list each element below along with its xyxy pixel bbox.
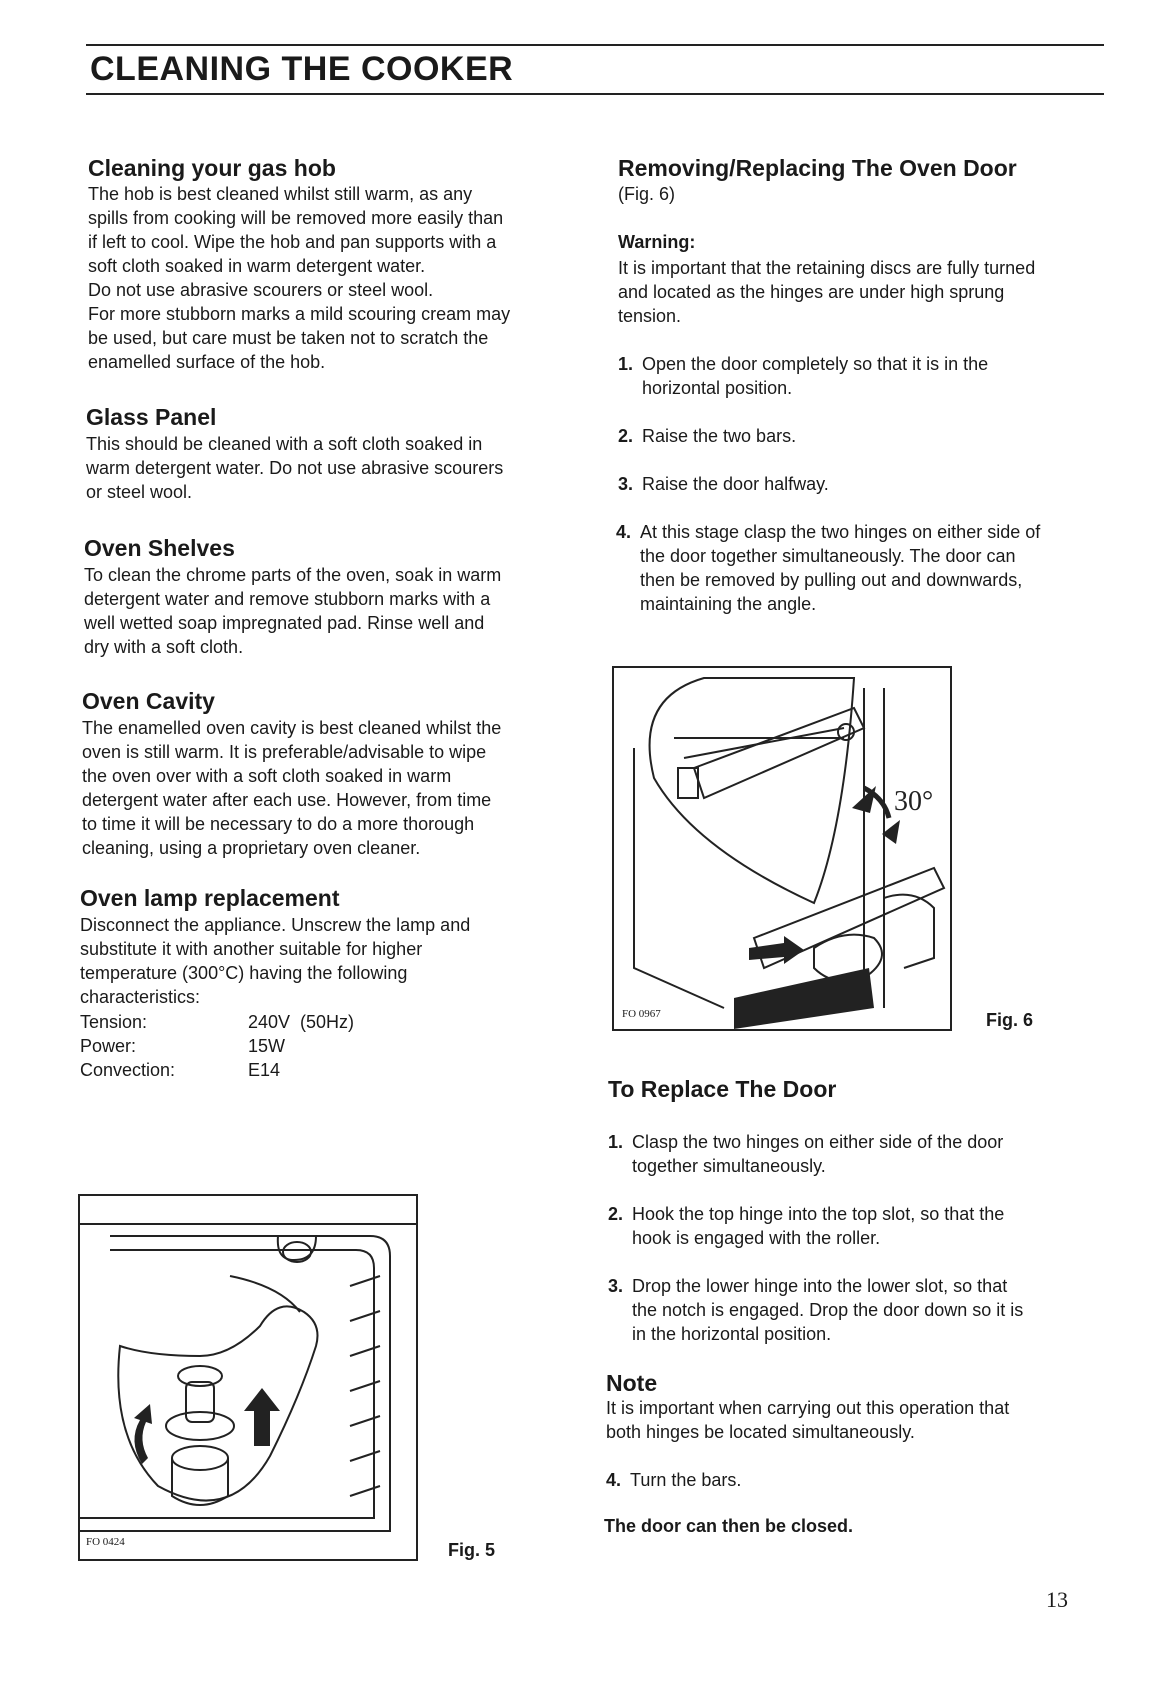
- step-text: Hook the top hinge into the top slot, so that the hook is engaged with the roller.: [632, 1204, 1005, 1248]
- section-gas-hob: [88, 155, 578, 374]
- gas-hob-body: The hob is best cleaned whilst still warm, as any spills from cooking will be removed more easily than if left to cool. Wipe the hob and pan supports with a soft cloth soaked in warm detergent water. Do not use abrasive scourers or steel wool. For more stubborn marks a mild scouring cream may be used, but care must be taken not to scratch the enamelled surface of the hob.: [88, 184, 511, 373]
- page-title: CLEANING THE COOKER: [90, 50, 514, 88]
- remove-step-4: [616, 520, 1116, 616]
- replace-step-2: [608, 1202, 1088, 1250]
- spec-tension-value: 240V (50Hz): [248, 1012, 355, 1032]
- remove-step-2: [618, 424, 1098, 448]
- fig6-code: FO 0967: [622, 1008, 661, 1020]
- spec-convection-value: E14: [248, 1060, 281, 1080]
- step-text: Drop the lower hinge into the lower slot, so that the notch is engaged. Drop the door down so it is in the horizontal position.: [632, 1276, 1024, 1344]
- step-number: 2.: [608, 1204, 624, 1224]
- lamp-diagram: [80, 1196, 416, 1559]
- note-heading: Note: [606, 1370, 658, 1396]
- spec-convection-label: Convection:: [80, 1060, 176, 1080]
- fig5-illustration: [78, 1194, 418, 1561]
- oven-cavity-body: The enamelled oven cavity is best cleaned whilst the oven is still warm. It is preferable/advisable to wipe the oven over with a soft cloth soaked in warm detergent water after each use. However, from time to time it will be necessary to do a more thorough cleaning, using a proprietary oven cleaner.: [82, 718, 502, 859]
- oven-cavity-heading: Oven Cavity: [82, 688, 215, 714]
- replace-step-3: [608, 1274, 1088, 1346]
- spec-power-value: 15W: [248, 1036, 286, 1056]
- remove-door-ref: (Fig. 6): [618, 184, 676, 205]
- section-oven-shelves: [84, 535, 574, 659]
- header-top-rule: [86, 44, 1104, 46]
- warning-label: Warning:: [618, 232, 696, 252]
- step-number: 3.: [618, 474, 634, 494]
- step-text: At this stage clasp the two hinges on either side of the door together simultaneously. The door can then be removed by pulling out and downwards, maintaining the angle.: [640, 522, 1041, 614]
- remove-step-1: [618, 352, 1098, 400]
- oven-door-diagram: [614, 668, 950, 1029]
- replace-door-heading: To Replace The Door: [608, 1076, 837, 1102]
- fig6-illustration: [612, 666, 952, 1031]
- step-number: 3.: [608, 1276, 624, 1296]
- step-number: 1.: [618, 354, 634, 374]
- fig6-angle-label: 30°: [894, 786, 934, 817]
- oven-lamp-body: Disconnect the appliance. Unscrew the lamp and substitute it with another suitable for higher temperature (300°C) having the following characteristics:: [80, 915, 471, 1008]
- section-remove-door: [618, 155, 1098, 206]
- replace-step-4: [606, 1468, 1086, 1492]
- glass-panel-body: This should be cleaned with a soft cloth soaked in warm detergent water. Do not use abrasive scourers or steel wool.: [86, 434, 504, 503]
- page-number: 13: [1046, 1587, 1068, 1612]
- oven-lamp-heading: Oven lamp replacement: [80, 885, 340, 911]
- fig5-code: FO 0424: [86, 1536, 125, 1548]
- header-bottom-rule: [86, 93, 1104, 95]
- fig6-caption: Fig. 6: [986, 1010, 1034, 1030]
- step-number: 4.: [616, 522, 632, 542]
- step-text: Raise the two bars.: [642, 426, 797, 446]
- warning-body: It is important that the retaining discs are fully turned and located as the hinges are under high sprung tension.: [618, 258, 1036, 326]
- note-body: It is important when carrying out this operation that both hinges be located simultaneously.: [606, 1398, 1010, 1442]
- step-text: Turn the bars.: [630, 1470, 742, 1490]
- section-oven-lamp: [80, 885, 580, 1009]
- step-text: Open the door completely so that it is in the horizontal position.: [642, 354, 989, 398]
- replace-step-1: [608, 1130, 1088, 1178]
- step-text: Raise the door halfway.: [642, 474, 829, 494]
- glass-panel-heading: Glass Panel: [86, 404, 217, 430]
- fig5-caption: Fig. 5: [448, 1540, 496, 1560]
- oven-shelves-body: To clean the chrome parts of the oven, soak in warm detergent water and remove stubborn marks with a well wetted soap impregnated pad. Rinse well and dry with a soft cloth.: [84, 565, 502, 658]
- oven-shelves-heading: Oven Shelves: [84, 535, 235, 561]
- closing-instruction: The door can then be closed.: [604, 1516, 854, 1536]
- step-number: 4.: [606, 1470, 622, 1490]
- step-number: 2.: [618, 426, 634, 446]
- section-oven-cavity: [82, 688, 582, 860]
- section-glass-panel: [86, 404, 576, 504]
- spec-power-label: Power:: [80, 1036, 137, 1056]
- gas-hob-heading: Cleaning your gas hob: [88, 155, 336, 181]
- remove-step-3: [618, 472, 1098, 496]
- spec-tension-label: Tension:: [80, 1012, 148, 1032]
- step-number: 1.: [608, 1132, 624, 1152]
- remove-door-heading: Removing/Replacing The Oven Door: [618, 155, 1017, 181]
- step-text: Clasp the two hinges on either side of the door together simultaneously.: [632, 1132, 1004, 1176]
